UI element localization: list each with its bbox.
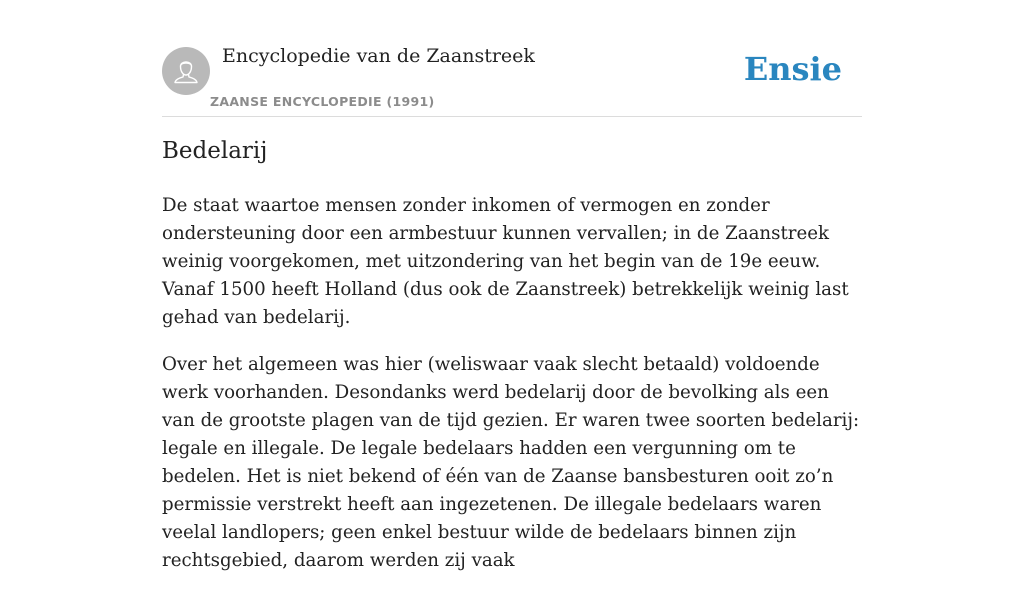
source-header bbox=[162, 40, 862, 117]
article-body bbox=[162, 192, 864, 594]
source-title-link[interactable]: Encyclopedie van de Zaanstreek bbox=[222, 45, 535, 67]
article-paragraph: De staat waartoe mensen zonder inkomen of vermogen en zonder ondersteuning door een armbestuur kunnen vervallen; in de Zaanstreek weinig voorgekomen, met uitzondering van het begin van de 19e eeuw. Vanaf 1500 heeft Holland (dus ook de Zaanstreek) betrekkelijk weinig last gehad van bedelarij. bbox=[162, 195, 849, 328]
user-silhouette-icon[interactable] bbox=[162, 47, 210, 95]
article-title: Bedelarij bbox=[162, 138, 268, 164]
article-paragraph: Over het algemeen was hier (weliswaar vaak slecht betaald) voldoende werk voorhanden. Desondanks werd bedelarij door de bevolking als een van de grootste plagen van de tijd gezien. Er waren twee soorten bedelarij: legale en illegale. De legale bedelaars hadden een vergunning om te bedelen. Het is niet bekend of één van de Zaanse bansbesturen ooit zo’n permissie verstrekt heeft aan ingezetenen. De illegale bedelaars waren veelal landlopers; geen enkel bestuur wilde de bedelaars binnen zijn rechtsgebied, daarom werden zij vaak bbox=[162, 354, 860, 571]
brand-logo-link[interactable]: Ensie bbox=[743, 50, 842, 88]
avatar-silhouette bbox=[162, 47, 210, 95]
source-subtitle: ZAANSE ENCYCLOPEDIE (1991) bbox=[210, 94, 435, 109]
